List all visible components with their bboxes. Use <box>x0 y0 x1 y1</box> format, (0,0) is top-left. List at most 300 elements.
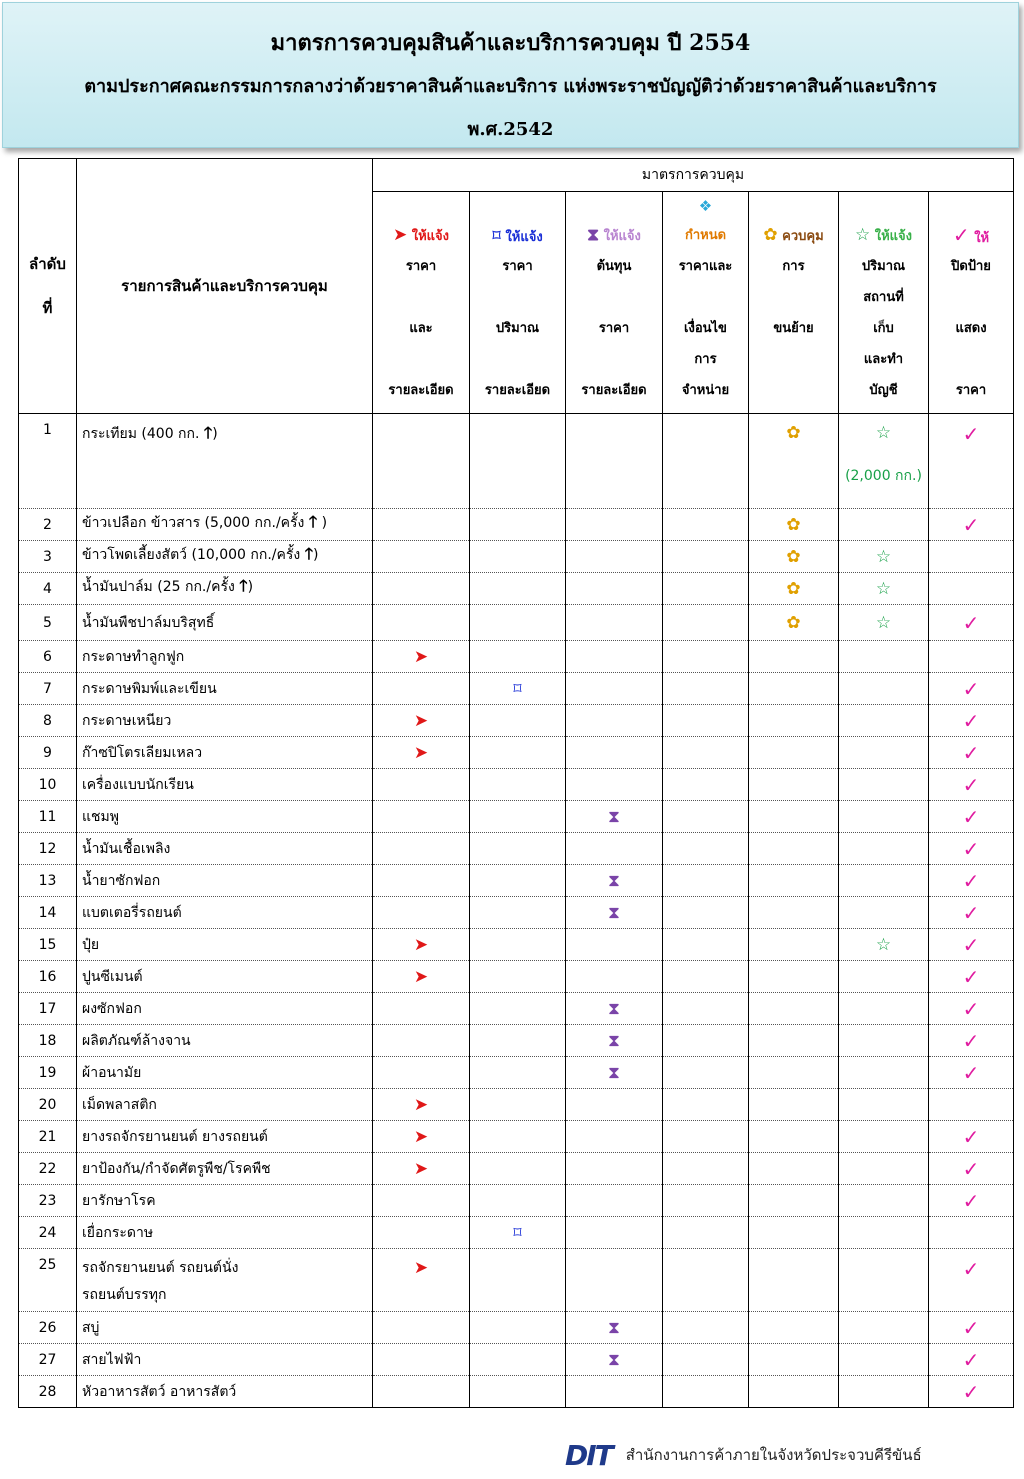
row-measure-5 <box>749 1089 839 1121</box>
row-measure-2 <box>470 833 566 865</box>
row-measure-2 <box>470 929 566 961</box>
row-measure-1 <box>373 673 470 705</box>
row-measure-1 <box>373 961 470 993</box>
table-row <box>19 897 1014 929</box>
check-icon: ✓ <box>962 1257 980 1281</box>
row-number: 8 <box>19 705 77 737</box>
diamond-icon: ❖ <box>698 197 713 215</box>
star-icon: ☆ <box>875 547 892 567</box>
row-measure-5 <box>749 1057 839 1089</box>
row-measure-2 <box>470 1217 566 1249</box>
red-arrow-icon: ➤ <box>413 647 429 667</box>
row-measure-4 <box>663 929 749 961</box>
item-name: ก๊าซปิโตรเลียมเหลว <box>82 744 203 761</box>
item-name: กระดาษทำลูกฟูก <box>82 648 185 665</box>
gear-icon: ✿ <box>786 613 801 633</box>
row-number: 2 <box>19 509 77 541</box>
row-measure-2 <box>470 1025 566 1057</box>
red-arrow-icon: ➤ <box>413 935 429 955</box>
row-measure-6 <box>839 769 929 801</box>
row-measure-2 <box>470 737 566 769</box>
row-measure-4 <box>663 961 749 993</box>
row-measure-6 <box>839 1312 929 1344</box>
row-measure-6 <box>839 929 929 961</box>
row-item: ข้าวโพดเลี้ยงสัตว์ (10,000 กก./ครั้ง 🡑) <box>77 541 373 573</box>
row-measure-5 <box>749 1153 839 1185</box>
row-item <box>77 1025 373 1057</box>
row-measure-6 <box>839 673 929 705</box>
row-item: กระเทียม (400 กก. 🡑) <box>77 414 373 509</box>
row-number: 6 <box>19 641 77 673</box>
page-subtitle: ตามประกาศคณะกรรมการกลางว่าด้วยราคาสินค้าและบริการ แห่งพระราชบัญญัติว่าด้วยราคาสินค้าและบริการ <box>84 76 937 97</box>
row-measure-5 <box>749 1344 839 1376</box>
row-measure-3 <box>566 1185 663 1217</box>
row-measure-3 <box>566 737 663 769</box>
row-measure-6 <box>839 833 929 865</box>
row-item: น้ำมันปาล์ม (25 กก./ครั้ง 🡑) <box>77 573 373 605</box>
row-measure-1 <box>373 833 470 865</box>
check-icon: ✓ <box>962 676 980 701</box>
row-measure-1 <box>373 769 470 801</box>
row-measure-3 <box>566 1153 663 1185</box>
table-row <box>19 1249 1014 1312</box>
check-icon: ✓ <box>962 996 980 1021</box>
item-name: เม็ดพลาสติก <box>82 1096 157 1113</box>
check-icon: ✓ <box>962 708 980 733</box>
row-measure-7 <box>929 1025 1014 1057</box>
row-measure-2 <box>470 1344 566 1376</box>
red-arrow-icon: ➤ <box>413 1127 429 1147</box>
row-measure-6 <box>839 1249 929 1312</box>
row-item <box>77 641 373 673</box>
row-measure-2 <box>470 541 566 573</box>
red-arrow-icon: ➤ <box>413 711 429 731</box>
red-arrow-icon: ➤ <box>413 1159 429 1179</box>
table-row <box>19 605 1014 641</box>
row-measure-5 <box>749 1121 839 1153</box>
row-measure-3 <box>566 1217 663 1249</box>
row-measure-3 <box>566 1121 663 1153</box>
row-measure-1 <box>373 737 470 769</box>
item-name: น้ำมันเชื้อเพลิง <box>82 840 171 857</box>
hourglass-icon: ⧗ <box>608 807 620 827</box>
row-number: 5 <box>19 605 77 641</box>
row-measure-6 <box>839 1217 929 1249</box>
row-measure-4 <box>663 1025 749 1057</box>
row-measure-7 <box>929 1057 1014 1089</box>
row-measure-3 <box>566 641 663 673</box>
row-measure-4 <box>663 1312 749 1344</box>
row-measure-3 <box>566 1025 663 1057</box>
item-name: รถจักรยานยนต์ รถยนต์นั่ง <box>82 1260 239 1276</box>
row-item <box>77 769 373 801</box>
row-measure-2 <box>470 573 566 605</box>
row-measure-2 <box>470 414 566 509</box>
row-number: 9 <box>19 737 77 769</box>
star-icon: ☆ <box>875 579 892 599</box>
row-item <box>77 929 373 961</box>
hourglass-icon: ⧗ <box>608 1063 620 1083</box>
row-item <box>77 673 373 705</box>
row-measure-5 <box>749 1025 839 1057</box>
check-icon: ✓ <box>962 512 980 537</box>
check-icon: ✓ <box>952 223 970 247</box>
row-measure-3 <box>566 801 663 833</box>
row-measure-5 <box>749 641 839 673</box>
blue-square-icon: ⌑ <box>513 1223 522 1242</box>
row-measure-1 <box>373 573 470 605</box>
check-icon: ✓ <box>962 1028 980 1053</box>
gear-icon: ✿ <box>786 547 801 567</box>
check-icon: ✓ <box>962 964 980 989</box>
blue-square-icon: ⌑ <box>513 679 522 698</box>
row-measure-4 <box>663 801 749 833</box>
row-item <box>77 1153 373 1185</box>
row-measure-5 <box>749 1185 839 1217</box>
row-measure-2 <box>470 1153 566 1185</box>
table-row <box>19 929 1014 961</box>
row-measure-6 <box>839 897 929 929</box>
row-measure-2 <box>470 1185 566 1217</box>
row-measure-3 <box>566 865 663 897</box>
row-measure-3 <box>566 1057 663 1089</box>
check-icon: ✓ <box>962 1124 980 1149</box>
row-measure-7 <box>929 801 1014 833</box>
check-icon: ✓ <box>962 772 980 797</box>
row-number: 26 <box>19 1312 77 1344</box>
table-row <box>19 1057 1014 1089</box>
row-measure-1 <box>373 1153 470 1185</box>
row-measure-5 <box>749 705 839 737</box>
table-row <box>19 737 1014 769</box>
row-measure-4 <box>663 1185 749 1217</box>
row-measure-4 <box>663 897 749 929</box>
row-measure-2 <box>470 1376 566 1408</box>
row-measure-7 <box>929 769 1014 801</box>
row-measure-3 <box>566 573 663 605</box>
gear-icon: ✿ <box>786 423 801 443</box>
row-measure-5 <box>749 897 839 929</box>
row-measure-5 <box>749 737 839 769</box>
row-number: 27 <box>19 1344 77 1376</box>
row-measure-7 <box>929 1344 1014 1376</box>
row-measure-3 <box>566 541 663 573</box>
row-measure-1 <box>373 641 470 673</box>
row-measure-5 <box>749 1376 839 1408</box>
row-measure-7 <box>929 1376 1014 1408</box>
row-measure-7 <box>929 1217 1014 1249</box>
row-measure-3 <box>566 769 663 801</box>
row-measure-5 <box>749 833 839 865</box>
row-measure-7 <box>929 705 1014 737</box>
office-name: สำนักงานการค้าภายในจังหวัดประจวบคีรีขันธ์ <box>625 1446 922 1464</box>
row-measure-7 <box>929 929 1014 961</box>
row-measure-6 <box>839 1089 929 1121</box>
row-measure-3 <box>566 414 663 509</box>
row-measure-2 <box>470 897 566 929</box>
row-measure-3 <box>566 509 663 541</box>
gear-icon: ✿ <box>786 579 801 599</box>
header-measure-2: ⌑ ให้แจ้ง ราคา ปริมาณ รายละเอียด <box>470 192 566 414</box>
up-arrow-icon: 🡑 <box>203 423 213 442</box>
row-number: 24 <box>19 1217 77 1249</box>
row-item <box>77 961 373 993</box>
row-measure-1 <box>373 1185 470 1217</box>
row-item <box>77 1217 373 1249</box>
row-measure-6 <box>839 1057 929 1089</box>
row-item <box>77 993 373 1025</box>
hourglass-icon: ⧗ <box>587 225 600 245</box>
row-measure-7 <box>929 1089 1014 1121</box>
row-measure-6 <box>839 641 929 673</box>
row-measure-1 <box>373 1089 470 1121</box>
row-measure-4 <box>663 833 749 865</box>
table-row <box>19 1312 1014 1344</box>
item-name: น้ำมันพืชปาล์มบริสุทธิ์ <box>82 614 215 631</box>
row-measure-3 <box>566 929 663 961</box>
row-number: 22 <box>19 1153 77 1185</box>
row-measure-4 <box>663 605 749 641</box>
row-measure-7 <box>929 1249 1014 1312</box>
row-measure-4 <box>663 1344 749 1376</box>
row-measure-1 <box>373 1249 470 1312</box>
check-icon: ✓ <box>962 836 980 861</box>
row-measure-6 <box>839 1025 929 1057</box>
row-measure-2 <box>470 605 566 641</box>
up-arrow-icon: 🡑 <box>239 576 248 595</box>
row-measure-3 <box>566 1344 663 1376</box>
row-measure-5 <box>749 541 839 573</box>
table-row <box>19 1121 1014 1153</box>
row-measure-6 <box>839 1376 929 1408</box>
row-measure-4 <box>663 573 749 605</box>
check-icon: ✓ <box>962 868 980 893</box>
check-icon: ✓ <box>962 1060 980 1085</box>
row-number: 11 <box>19 801 77 833</box>
item-name: ข้าวเปลือก ข้าวสาร (5,000 กก./ครั้ง <box>82 515 305 531</box>
row-measure-3 <box>566 833 663 865</box>
red-arrow-icon: ➤ <box>413 743 429 763</box>
row-measure-2 <box>470 705 566 737</box>
table-row <box>19 673 1014 705</box>
check-icon: ✓ <box>962 1379 980 1404</box>
row-measure-5 <box>749 961 839 993</box>
item-name: ยารักษาโรค <box>82 1192 156 1209</box>
row-measure-4 <box>663 993 749 1025</box>
item-name: กระดาษเหนียว <box>82 712 172 729</box>
row-item <box>77 1249 373 1312</box>
table-row <box>19 1025 1014 1057</box>
row-measure-6 <box>839 705 929 737</box>
row-measure-5 <box>749 929 839 961</box>
row-measure-5 <box>749 673 839 705</box>
row-measure-2 <box>470 865 566 897</box>
row-measure-1 <box>373 509 470 541</box>
row-number: 18 <box>19 1025 77 1057</box>
table-row <box>19 801 1014 833</box>
row-measure-6 <box>839 1185 929 1217</box>
row-number: 15 <box>19 929 77 961</box>
check-icon: ✓ <box>962 804 980 829</box>
table-row <box>19 865 1014 897</box>
blue-square-icon: ⌑ <box>492 226 501 245</box>
item-name: ยาป้องกัน/กำจัดศัตรูพืช/โรคพืช <box>82 1160 271 1177</box>
row-measure-2 <box>470 1249 566 1312</box>
footer <box>565 1437 1005 1473</box>
star-icon: ☆ <box>875 935 892 955</box>
row-measure-3 <box>566 993 663 1025</box>
item-name: ผงซักฟอก <box>82 1000 142 1017</box>
row-measure-7 <box>929 541 1014 573</box>
row-measure-2 <box>470 1057 566 1089</box>
row-measure-3 <box>566 897 663 929</box>
row-measure-2 <box>470 509 566 541</box>
row-measure-4 <box>663 1121 749 1153</box>
item-name: ปุ๋ย <box>82 936 100 953</box>
row-item <box>77 801 373 833</box>
row-measure-2 <box>470 641 566 673</box>
item-name: ข้าวโพดเลี้ยงสัตว์ (10,000 กก./ครั้ง <box>82 547 301 563</box>
table-row <box>19 1376 1014 1408</box>
row-measure-4 <box>663 1057 749 1089</box>
row-measure-2 <box>470 1312 566 1344</box>
row-measure-4 <box>663 865 749 897</box>
row-measure-7 <box>929 573 1014 605</box>
row-measure-3 <box>566 1312 663 1344</box>
table-row <box>19 961 1014 993</box>
table-row <box>19 509 1014 541</box>
row-measure-4 <box>663 673 749 705</box>
row-item <box>77 705 373 737</box>
row-measure-5 <box>749 769 839 801</box>
row-number: 12 <box>19 833 77 865</box>
row-number: 20 <box>19 1089 77 1121</box>
row-measure-5 <box>749 1217 839 1249</box>
row-measure-7 <box>929 961 1014 993</box>
up-arrow-icon: 🡑 <box>308 512 318 531</box>
item-name: ผลิตภัณฑ์ล้างจาน <box>82 1032 191 1049</box>
row-item: ข้าวเปลือก ข้าวสาร (5,000 กก./ครั้ง 🡑 ) <box>77 509 373 541</box>
check-icon: ✓ <box>962 740 980 765</box>
row-measure-3 <box>566 605 663 641</box>
row-measure-1 <box>373 929 470 961</box>
row-measure-7 <box>929 509 1014 541</box>
red-arrow-icon: ➤ <box>413 1258 429 1278</box>
row-measure-5 <box>749 1249 839 1312</box>
row-item <box>77 833 373 865</box>
check-icon: ✓ <box>962 1315 980 1340</box>
row-measure-5 <box>749 865 839 897</box>
row-measure-1 <box>373 865 470 897</box>
row-number: 16 <box>19 961 77 993</box>
row-measure-4 <box>663 705 749 737</box>
up-arrow-icon: 🡑 <box>304 544 314 563</box>
item-name: แชมพู <box>82 808 119 825</box>
page-title: มาตรการควบคุมสินค้าและบริการควบคุม ปี 2554 <box>270 30 751 56</box>
row-measure-3 <box>566 705 663 737</box>
row-measure-4 <box>663 641 749 673</box>
table-row <box>19 993 1014 1025</box>
header-number: ลำดับ ที่ <box>19 159 77 414</box>
row-measure-2 <box>470 1121 566 1153</box>
row-measure-4 <box>663 1153 749 1185</box>
row-measure-7 <box>929 833 1014 865</box>
row-measure-1 <box>373 897 470 929</box>
item-name: ยางรถจักรยานยนต์ ยางรถยนต์ <box>82 1128 268 1145</box>
row-measure-7 <box>929 1153 1014 1185</box>
row-item <box>77 897 373 929</box>
row-measure-4 <box>663 1249 749 1312</box>
row-measure-2 <box>470 769 566 801</box>
item-name: หัวอาหารสัตว์ อาหารสัตว์ <box>82 1383 237 1400</box>
row-measure-7 <box>929 641 1014 673</box>
row-measure-6 <box>839 961 929 993</box>
row-measure-5 <box>749 573 839 605</box>
table-row <box>19 1089 1014 1121</box>
row-measure-7 <box>929 414 1014 509</box>
row-measure-6 <box>839 509 929 541</box>
row-measure-7 <box>929 897 1014 929</box>
hourglass-icon: ⧗ <box>608 999 620 1019</box>
row-measure-6 <box>839 993 929 1025</box>
row-measure-5 <box>749 801 839 833</box>
item-name: น้ำมันปาล์ม (25 กก./ครั้ง <box>82 579 235 595</box>
item-name-cont: รถยนต์บรรทุก <box>82 1287 167 1303</box>
row-measure-5 <box>749 1312 839 1344</box>
row-measure-4 <box>663 541 749 573</box>
row-measure-1 <box>373 801 470 833</box>
row-measure-1 <box>373 605 470 641</box>
table-body <box>19 414 1014 1408</box>
table-row <box>19 1344 1014 1376</box>
row-item <box>77 1376 373 1408</box>
header-measure-1: ➤ ให้แจ้ง ราคา และ รายละเอียด <box>373 192 470 414</box>
row-measure-2 <box>470 961 566 993</box>
row-measure-3 <box>566 673 663 705</box>
row-measure-5 <box>749 509 839 541</box>
gear-icon: ✿ <box>786 515 801 535</box>
table-row <box>19 541 1014 573</box>
item-name: ผ้าอนามัย <box>82 1064 142 1081</box>
red-arrow-icon: ➤ <box>413 1095 429 1115</box>
header-row-group <box>19 159 1014 192</box>
row-item <box>77 1312 373 1344</box>
row-item <box>77 865 373 897</box>
row-measure-6 <box>839 1121 929 1153</box>
header-measure-6: ☆ ให้แจ้ง ปริมาณ สถานที่ เก็บ และทำ บัญชี <box>839 192 929 414</box>
table-row <box>19 705 1014 737</box>
row-number: 23 <box>19 1185 77 1217</box>
row-measure-6 <box>839 865 929 897</box>
table-row <box>19 833 1014 865</box>
red-arrow-icon: ➤ <box>413 967 429 987</box>
item-name: เครื่องแบบนักเรียน <box>82 776 194 793</box>
row-measure-5 <box>749 414 839 509</box>
item-name: กระดาษพิมพ์และเขียน <box>82 680 217 697</box>
row-measure-1 <box>373 993 470 1025</box>
check-icon: ✓ <box>962 422 980 446</box>
row-item <box>77 1089 373 1121</box>
row-measure-6 <box>839 573 929 605</box>
row-number: 13 <box>19 865 77 897</box>
check-icon: ✓ <box>962 1347 980 1372</box>
row-measure-7 <box>929 1185 1014 1217</box>
row-measure-3 <box>566 1249 663 1312</box>
row-number: 14 <box>19 897 77 929</box>
row-number: 7 <box>19 673 77 705</box>
row-measure-7 <box>929 865 1014 897</box>
control-measures-table <box>18 158 1014 1408</box>
